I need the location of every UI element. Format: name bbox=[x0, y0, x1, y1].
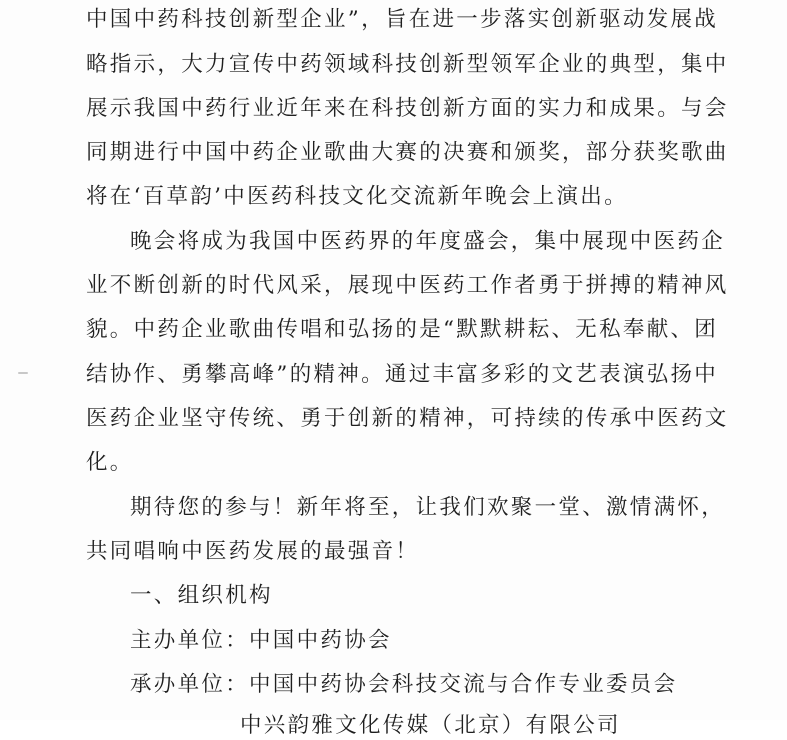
body-line: 展示我国中药行业近年来在科技创新方面的实力和成果。与会 bbox=[86, 96, 729, 121]
body-line: 共同唱响中医药发展的最强音！ bbox=[86, 539, 420, 564]
body-line: 结协作、勇攀高峰”的精神。通过丰富多彩的文艺表演弘扬中 bbox=[86, 362, 719, 387]
body-line: 略指示，大力宣传中药领域科技创新型领军企业的典型，集中 bbox=[86, 52, 729, 77]
co-organizer-line: 承办单位：中国中药协会科技交流与合作专业委员会 bbox=[130, 672, 678, 697]
body-line: 同期进行中国中药企业歌曲大赛的决赛和颁奖，部分获奖歌曲 bbox=[86, 140, 729, 165]
body-line: 医药企业坚守传统、勇于创新的精神，可持续的传承中医药文 bbox=[86, 406, 729, 431]
organizer-line: 主办单位：中国中药协会 bbox=[130, 628, 392, 653]
body-line: 化。 bbox=[86, 450, 134, 475]
body-line: 期待您的参与！新年将至，让我们欢聚一堂、激情满怀， bbox=[130, 495, 726, 520]
scan-speck bbox=[18, 372, 28, 374]
body-line: 将在‘百草韵’中医药科技文化交流新年晚会上演出。 bbox=[86, 184, 628, 209]
body-line: 中国中药科技创新型企业”，旨在进一步落实创新驱动发展战 bbox=[86, 7, 719, 32]
body-line: 业不断创新的时代风采，展现中医药工作者勇于拼搏的精神风 bbox=[86, 273, 729, 298]
body-line: 貌。中药企业歌曲传唱和弘扬的是“默默耕耘、无私奉献、团 bbox=[86, 317, 719, 342]
section-heading: 一、组织机构 bbox=[130, 583, 273, 608]
co-organizer-company-line: 中兴韵雅文化传媒（北京）有限公司 bbox=[240, 713, 621, 738]
body-line: 晚会将成为我国中医药界的年度盛会，集中展现中医药企 bbox=[130, 229, 726, 254]
